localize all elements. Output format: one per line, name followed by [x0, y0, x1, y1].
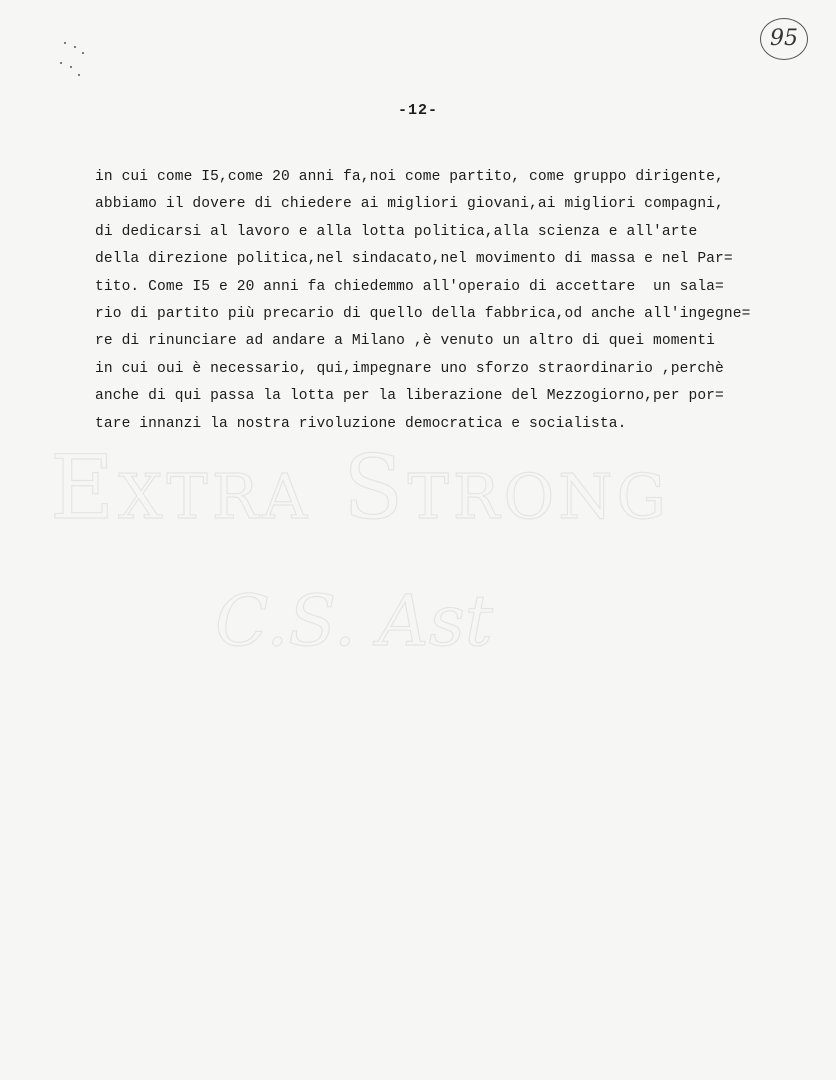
speck-mark — [74, 46, 76, 48]
text-line: tito. Come I5 e 20 anni fa chiedemmo all'operaio di accettare un sala= — [95, 278, 724, 295]
page-number: -12- — [397, 102, 438, 119]
speck-mark — [70, 66, 72, 68]
paper-watermark-signature: C.S. Ast — [215, 580, 493, 662]
text-line: in cui come I5,come 20 anni fa,noi come partito, come gruppo dirigente, — [95, 169, 724, 185]
paper-watermark: Extra Strong — [50, 436, 671, 539]
speck-mark — [82, 52, 84, 54]
speck-mark — [64, 42, 66, 44]
text-line: re di rinunciare ad andare a Milano ,è venuto un altro di quei momenti — [95, 333, 716, 350]
text-line: di dedicarsi al lavoro e alla lotta politica,alla scienza e all'arte — [95, 223, 698, 240]
text-line: tare innanzi la nostra rivoluzione democratica e socialista. — [95, 415, 627, 432]
speck-mark — [78, 74, 80, 76]
speck-mark — [60, 62, 62, 64]
typed-body-text — [95, 164, 815, 438]
archive-page-number: 95 — [760, 18, 808, 60]
text-line: in cui oui è necessario, qui,impegnare uno sforzo straordinario ,perchè — [95, 360, 724, 377]
text-line: rio di partito più precario di quello della fabbrica,od anche all'ingegne= — [95, 305, 751, 322]
text-line: anche di qui passa la lotta per la liberazione del Mezzogiorno,per por= — [95, 388, 724, 405]
text-line: abbiamo il dovere di chiedere ai migliori giovani,ai migliori compagni, — [95, 196, 724, 213]
text-line: della direzione politica,nel sindacato,nel movimento di massa e nel Par= — [95, 251, 733, 268]
